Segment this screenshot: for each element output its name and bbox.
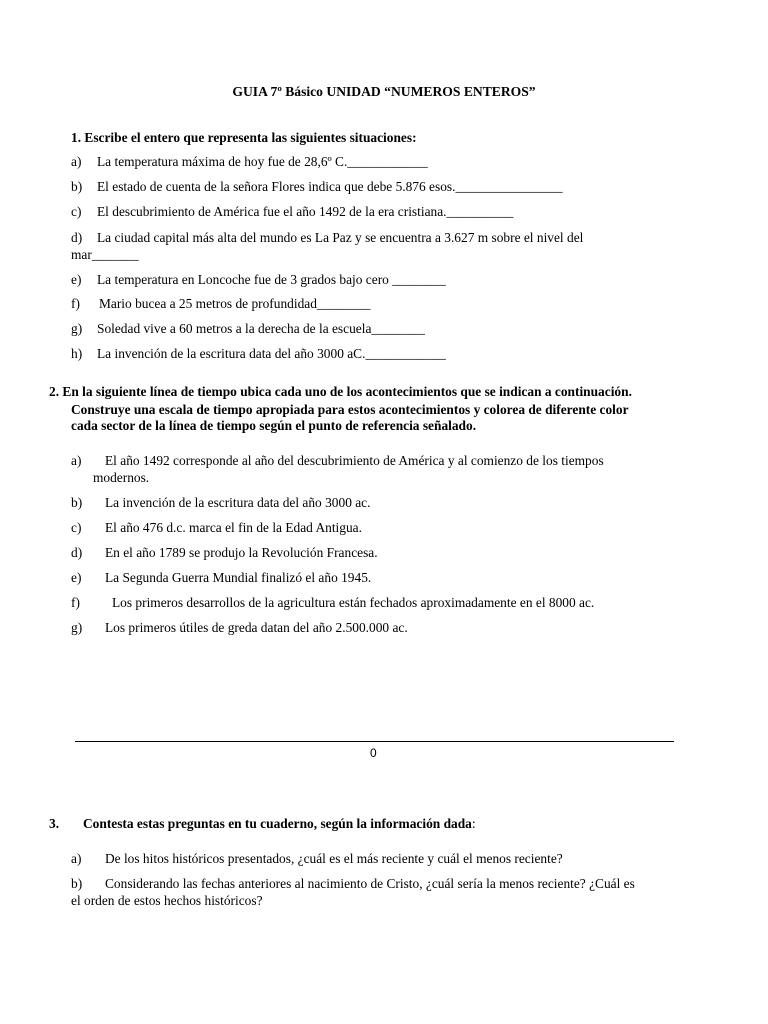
- section2-item-b: [71, 495, 370, 511]
- item-text: El descubrimiento de América fue el año 1492 de la era cristiana.__________: [97, 204, 514, 219]
- item-marker: f): [71, 595, 80, 610]
- item-text: El estado de cuenta de la señora Flores indica que debe 5.876 esos.________________: [97, 179, 563, 194]
- item-marker: a): [71, 154, 82, 169]
- section2-item-e: [71, 570, 371, 586]
- section1-item-g: [71, 321, 425, 337]
- item-text: La temperatura máxima de hoy fue de 28,6º C.____________: [97, 154, 428, 169]
- item-text: El año 1492 corresponde al año del descubrimiento de América y al comienzo de los tiempos: [105, 453, 604, 468]
- section2-item-d: [71, 545, 378, 561]
- item-marker: f): [71, 296, 80, 311]
- section2-heading-line-2: Construye una escala de tiempo apropiada para estos acontecimientos y colorea de diferente color: [71, 402, 629, 417]
- section1-item-d: [71, 230, 583, 246]
- item-marker: a): [71, 851, 82, 866]
- item-marker: d): [71, 545, 83, 560]
- section1-item-c: [71, 204, 513, 220]
- item-text: La Segunda Guerra Mundial finalizó el año 1945.: [105, 570, 372, 585]
- item-marker: d): [71, 230, 83, 245]
- section3-number: 3.: [49, 816, 60, 831]
- section1-heading: 1. Escribe el entero que representa las siguientes situaciones:: [71, 130, 417, 145]
- section1-item-h: [71, 346, 446, 362]
- section1-item-b: [71, 179, 563, 195]
- section3-item-b: [71, 876, 635, 892]
- item-text: Los primeros desarrollos de la agricultura están fechados aproximadamente en el 8000 ac.: [112, 595, 595, 610]
- item-marker: b): [71, 179, 83, 194]
- item-text: En el año 1789 se produjo la Revolución Francesa.: [105, 545, 378, 560]
- section3-item-a: [71, 851, 563, 867]
- section1-item-e: [71, 272, 446, 288]
- section2-item-g: [71, 620, 408, 636]
- item-text: De los hitos históricos presentados, ¿cuál es el más reciente y cuál el menos reciente?: [105, 851, 563, 866]
- item-text: La temperatura en Loncoche fue de 3 grados bajo cero ________: [97, 272, 446, 287]
- item-text: La invención de la escritura data del año 3000 aC.____________: [97, 346, 446, 361]
- item-marker: c): [71, 204, 82, 219]
- section1-item-f: [71, 296, 370, 312]
- item-text: La ciudad capital más alta del mundo es La Paz y se encuentra a 3.627 m sobre el nivel del: [97, 230, 584, 245]
- item-text: Mario bucea a 25 metros de profundidad________: [99, 296, 371, 311]
- item-text: Soledad vive a 60 metros a la derecha de la escuela________: [97, 321, 425, 336]
- item-marker: a): [71, 453, 82, 468]
- section1-item-d-continuation: mar_______: [71, 247, 139, 262]
- section2-item-c: [71, 520, 362, 536]
- section3-heading: [49, 816, 476, 832]
- section3-heading-tail: :: [471, 816, 476, 831]
- section3-item-b-continuation: el orden de estos hechos históricos?: [71, 893, 263, 908]
- timeline-line: [75, 741, 674, 742]
- section2-item-a: [71, 453, 604, 469]
- timeline-zero-label: 0: [370, 746, 377, 760]
- item-marker: e): [71, 570, 82, 585]
- section2-item-f: [71, 595, 594, 611]
- page-title: GUIA 7º Básico UNIDAD “NUMEROS ENTEROS”: [232, 84, 536, 99]
- item-marker: g): [71, 620, 83, 635]
- item-marker: c): [71, 520, 82, 535]
- item-marker: g): [71, 321, 83, 336]
- section3-heading-text: Contesta estas preguntas en tu cuaderno, según la información dada: [83, 816, 472, 831]
- section2-item-a-continuation: modernos.: [93, 470, 150, 485]
- item-text: El año 476 d.c. marca el fin de la Edad Antigua.: [105, 520, 362, 535]
- item-text: Los primeros útiles de greda datan del año 2.500.000 ac.: [105, 620, 408, 635]
- item-marker: b): [71, 876, 83, 891]
- item-marker: e): [71, 272, 82, 287]
- item-marker: h): [71, 346, 83, 361]
- section2-heading-line-3: cada sector de la línea de tiempo según el punto de referencia señalado.: [71, 418, 477, 433]
- item-text: La invención de la escritura data del año 3000 ac.: [105, 495, 371, 510]
- item-marker: b): [71, 495, 83, 510]
- section2-heading-line-1: 2. En la siguiente línea de tiempo ubica cada uno de los acontecimientos que se indican a continuación.: [49, 384, 632, 399]
- section1-item-a: [71, 154, 428, 170]
- item-text: Considerando las fechas anteriores al nacimiento de Cristo, ¿cuál sería la menos reciente? ¿Cuál es: [105, 876, 635, 891]
